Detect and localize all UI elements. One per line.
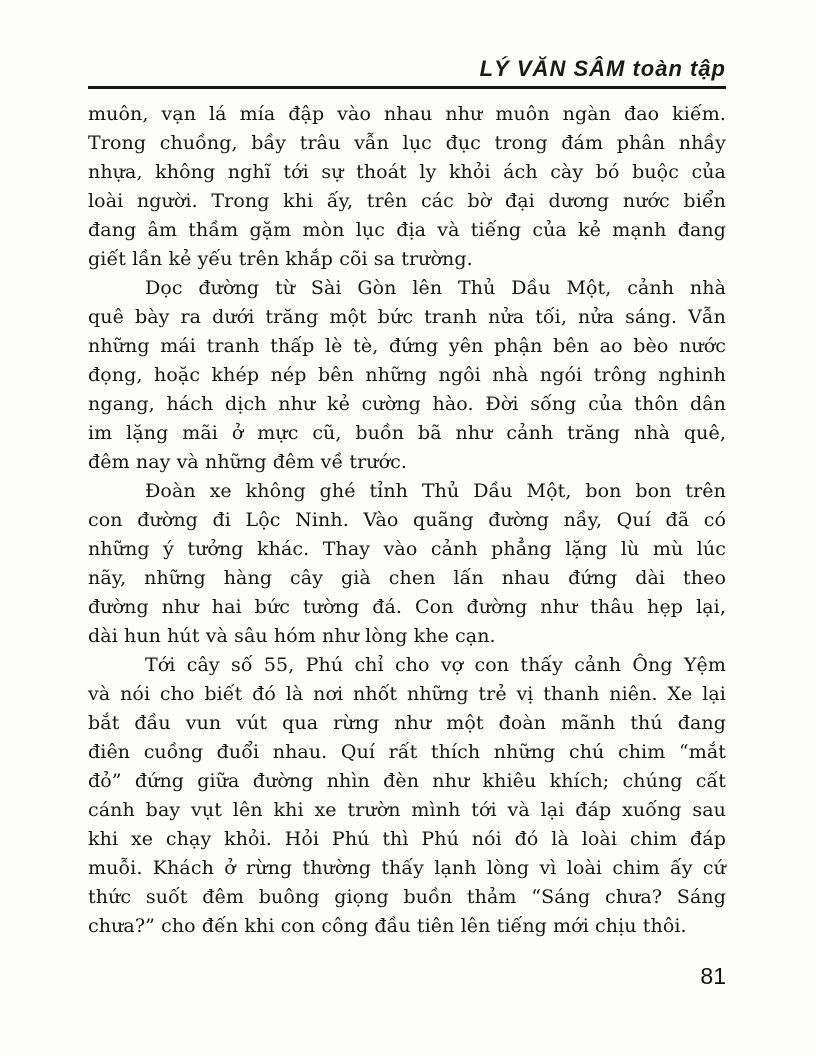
text-line: con đường đi Lộc Ninh. Vào quãng đường nầy, Quí đã có xyxy=(88,509,726,531)
page-footer xyxy=(88,963,726,990)
text-line: nãy, những hàng cây già chen lấn nhau đứng dài theo xyxy=(88,567,726,589)
text-line: muỗi. Khách ở rừng thường thấy lạnh lòng vì loài chim ấy cứ xyxy=(88,857,726,879)
running-header xyxy=(88,0,726,82)
page-number: 81 xyxy=(700,963,726,989)
text-line: thức suốt đêm buông giọng buồn thảm “Sáng chưa? Sáng xyxy=(88,886,726,908)
text-line: đang âm thầm gặm mòn lục địa và tiếng của kẻ mạnh đang xyxy=(88,219,726,241)
text-line: Tới cây số 55, Phú chỉ cho vợ con thấy cảnh Ông Yệm xyxy=(145,654,726,676)
paragraph xyxy=(88,477,726,651)
text-line: muôn, vạn lá mía đập vào nhau như muôn ngàn đao kiếm. xyxy=(88,103,726,125)
header-title: LÝ VĂN SÂM toàn tập xyxy=(479,56,726,81)
text-line: đọng, hoặc khép nép bên những ngôi nhà ngói trông nghinh xyxy=(88,364,726,386)
text-line: và nói cho biết đó là nơi nhốt những trẻ vị thanh niên. Xe lại xyxy=(88,683,726,705)
text-line: nhựa, không nghĩ tới sự thoát ly khỏi ách cày bó buộc của xyxy=(88,161,726,183)
text-line: những mái tranh thấp lè tè, đứng yên phận bên ao bèo nước xyxy=(88,335,726,357)
text-line: dài hun hút và sâu hóm như lòng khe cạn. xyxy=(88,625,496,647)
text-line: loài người. Trong khi ấy, trên các bờ đại dương nước biển xyxy=(88,190,726,212)
header-rule xyxy=(88,86,726,89)
text-line: Đoàn xe không ghé tỉnh Thủ Dầu Một, bon bon trên xyxy=(145,480,726,502)
text-line: quê bày ra dưới trăng một bức tranh nửa tối, nửa sáng. Vẫn xyxy=(88,306,726,328)
paragraph xyxy=(88,274,726,477)
text-line: chưa?” cho đến khi con công đầu tiên lên tiếng mới chịu thôi. xyxy=(88,915,687,937)
text-line: đỏ” đứng giữa đường nhìn đèn như khiêu khích; chúng cất xyxy=(88,770,726,792)
text-line: im lặng mãi ở mực cũ, buồn bã như cảnh trăng nhà quê, xyxy=(88,422,726,444)
paragraph xyxy=(88,651,726,941)
text-line: bắt đầu vun vút qua rừng như một đoàn mãnh thú đang xyxy=(88,712,726,734)
paragraph xyxy=(88,100,726,274)
text-line: khi xe chạy khỏi. Hỏi Phú thì Phú nói đó là loài chim đáp xyxy=(88,828,726,850)
text-line: Dọc đường từ Sài Gòn lên Thủ Dầu Một, cảnh nhà xyxy=(145,277,726,299)
text-line: ngang, hách dịch như kẻ cường hào. Đời sống của thôn dân xyxy=(88,393,726,415)
text-line: điên cuồng đuổi nhau. Quí rất thích những chú chim “mắt xyxy=(88,741,726,763)
text-line: những ý tưởng khác. Thay vào cảnh phẳng lặng lù mù lúc xyxy=(88,538,726,560)
text-line: Trong chuồng, bầy trâu vẫn lục đục trong đám phân nhầy xyxy=(88,132,726,154)
page-body xyxy=(88,100,726,941)
text-line: đêm nay và những đêm về trước. xyxy=(88,451,408,473)
text-line: đường như hai bức tường đá. Con đường như thâu hẹp lại, xyxy=(88,596,726,618)
text-line: cánh bay vụt lên khi xe trườn mình tới và lại đáp xuống sau xyxy=(88,799,726,821)
text-line: giết lần kẻ yếu trên khắp cõi sa trường. xyxy=(88,248,473,270)
text-block xyxy=(88,0,726,990)
